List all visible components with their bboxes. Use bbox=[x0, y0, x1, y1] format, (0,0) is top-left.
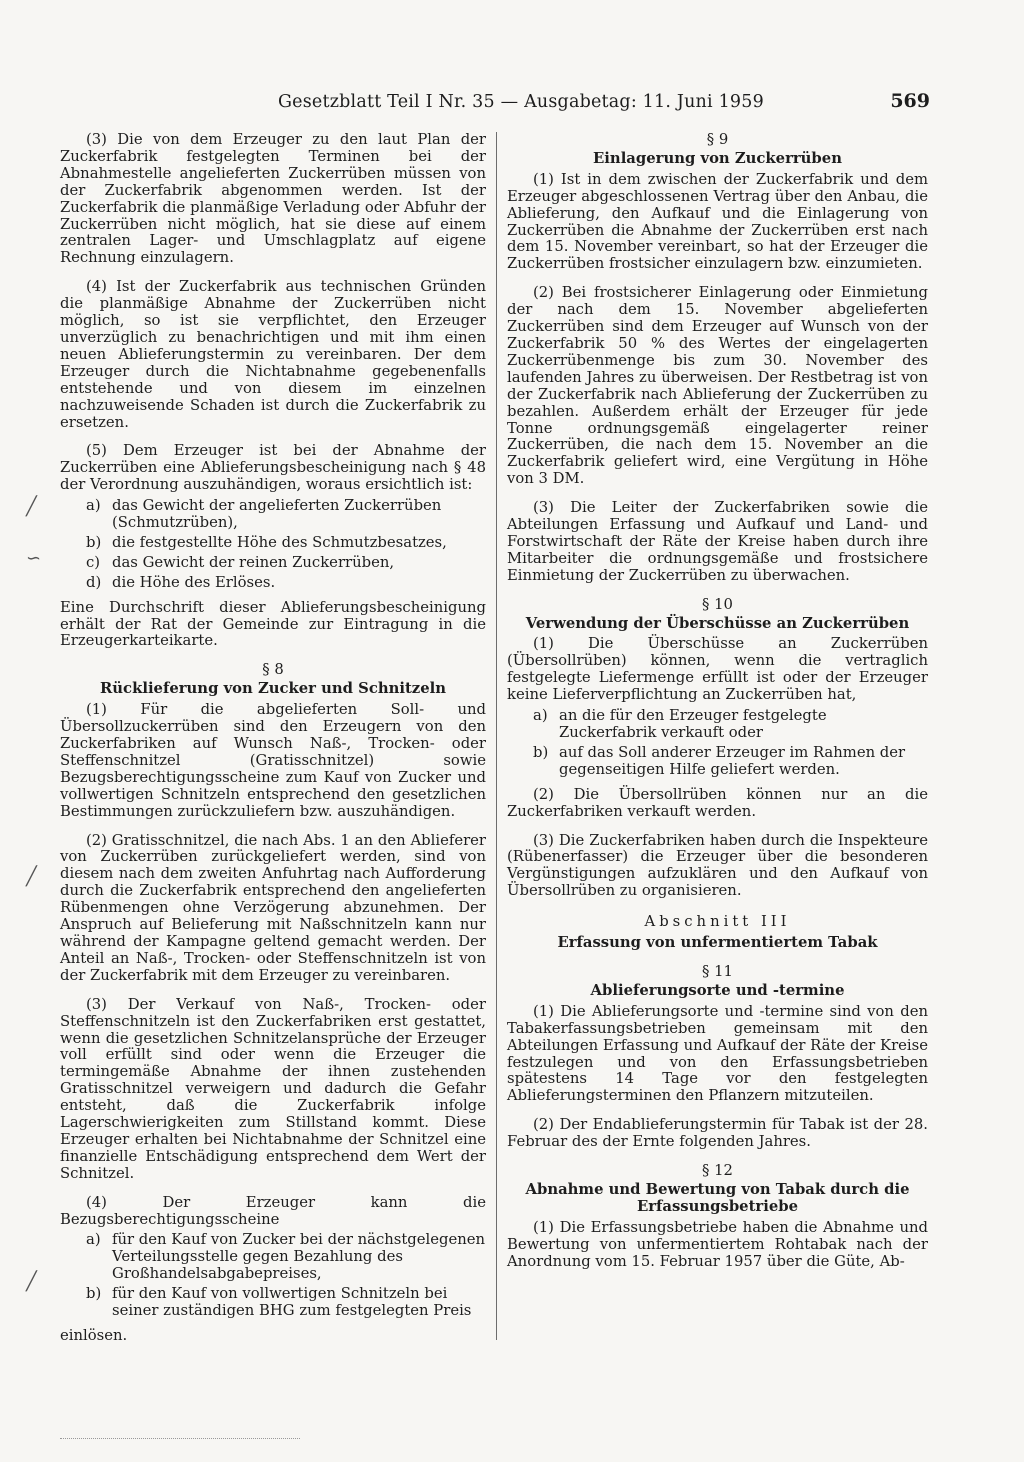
section-number: § 10 bbox=[702, 595, 733, 613]
paragraph: (2) Bei frostsicherer Einlagerung oder Einmietung der nach dem 15. November abgelieferten Zuckerrüben sind dem Erzeuger auf Wunsch von der Zuckerfabrik 50 % des Wertes der eingelagerten Zuckerrübenmenge bis zum 30. November des laufenden Jahres zu überweisen. Der Restbetrag ist von der Zuckerfabrik nach Ablieferung der Zuckerrüben zu bezahlen. Außerdem erhält der Erzeuger für jede Tonne ordnungsgemäß eingelagerter reiner Zuckerrüben, die nach dem 15. November an die Zuckerfabrik geliefert wird, eine Vergütung in Höhe von 3 DM. bbox=[507, 284, 928, 488]
paragraph: (3) Der Verkauf von Naß-, Trocken- oder Steffenschnitzeln ist den Zuckerfabriken erst gestattet, wenn die gesetzlichen Schnitzelansprüche der Erzeuger voll erfüllt sind oder wenn die Erzeuger die termingemäße Abnahme der ihnen zustehenden Gratisschnitzel verweigern und dadurch die Gefahr entsteht, daß die Zuckerfabrik infolge Lagerschwierigkeiten zum Stillstand kommt. Diese Erzeuger erhalten bei Nichtabnahme der Schnitzel eine finanzielle Entschädigung entsprechend dem Wert der Schnitzel. bbox=[60, 995, 486, 1182]
margin-tick-mark: ╱ bbox=[26, 866, 37, 887]
margin-tick-mark: ∽ bbox=[26, 548, 42, 569]
paragraph: (4) Ist der Zuckerfabrik aus technischen Gründen die planmäßige Abnahme der Zuckerrüben nicht möglich, so ist sie verpflichtet, den Erzeuger unverzüglich zu benachrichtigen und mit ihm einen neuen Ablieferungstermin zu vereinbaren. Der dem Erzeuger durch die Nichtabnahme gegebenenfalls entstehende und von diesem im einzelnen nachzuweisende Schaden ist durch die Zuckerfabrik zu ersetzen. bbox=[60, 278, 486, 431]
paragraph: (3) Die von dem Erzeuger zu den laut Plan der Zuckerfabrik festgelegten Terminen bei der Abnahmestelle angelieferten Zuckerrüben müssen von der Zuckerfabrik abgenommen werden. Ist der Zuckerfabrik die planmäßige Verladung oder Abfuhr der Zuckerrüben nicht möglich, hat sie diese auf einem zentralen Lager- und Umschlagplatz auf eigene Rechnung einzulagern. bbox=[60, 131, 486, 267]
paragraph: (3) Die Zuckerfabriken haben durch die Inspekteure (Rübenerfasser) die Erzeuger über die besonderen Vergünstigungen aufzuklären und den Aufkauf von Übersollrüben zu organisieren. bbox=[507, 831, 928, 900]
section-title: Verwendung der Überschüsse an Zuckerrüben bbox=[525, 614, 910, 632]
list-item: a) für den Kauf von Zucker bei der nächstgelegenen Verteilungsstelle gegen Bezahlung des Großhandelsabgabepreises, bbox=[86, 1231, 486, 1283]
paragraph: (5) Dem Erzeuger ist bei der Abnahme der Zuckerrüben eine Ablieferungsbescheinigung nach § 48 der Verordnung auszuhändigen, woraus ersichtlich ist: bbox=[60, 442, 486, 494]
section-number: § 8 bbox=[262, 661, 284, 679]
section-title: Einlagerung von Zuckerrüben bbox=[593, 149, 842, 167]
paragraph: (1) Die Erfassungsbetriebe haben die Abnahme und Bewertung von unfermentiertem Rohtabak nach der Anordnung vom 15. Februar 1957 über die Güte, Ab- bbox=[507, 1218, 928, 1270]
list-item: b) die festgestellte Höhe des Schmutzbesatzes, bbox=[86, 533, 447, 551]
scan-artifact-dots bbox=[60, 1438, 300, 1440]
right-column bbox=[507, 132, 928, 1282]
margin-tick-mark: ╱ bbox=[26, 496, 37, 517]
enumerated-list bbox=[60, 498, 486, 592]
paragraph: einlösen. bbox=[60, 1327, 128, 1344]
list-item: a) das Gewicht der angelieferten Zuckerrüben (Schmutzrüben), bbox=[86, 497, 442, 532]
page-header bbox=[0, 92, 1024, 124]
paragraph: (1) Die Überschüsse an Zuckerrüben (Übersollrüben) können, wenn die vertraglich festgelegte Liefermenge erfüllt ist oder der Erzeuger keine Lieferverpflichtung an Zuckerrüben hat, bbox=[507, 635, 928, 704]
section-title: Rücklieferung von Zucker und Schnitzeln bbox=[100, 680, 446, 698]
part-heading: Abschnitt III bbox=[644, 913, 791, 931]
enumerated-list bbox=[507, 708, 928, 779]
part-title: Erfassung von unfermentiertem Tabak bbox=[557, 934, 878, 952]
paragraph: (4) Der Erzeuger kann die Bezugsberechtigungsscheine bbox=[60, 1193, 486, 1228]
left-column bbox=[60, 132, 486, 1357]
header-title: Gesetzblatt Teil I Nr. 35 — Ausgabetag: 11. Juni 1959 bbox=[278, 92, 764, 112]
section-number: § 9 bbox=[706, 131, 729, 148]
enumerated-list bbox=[60, 1232, 486, 1320]
section-number: § 12 bbox=[702, 1162, 733, 1180]
section-title: Abnahme und Bewertung von Tabak durch die Erfassungsbetriebe bbox=[525, 1180, 910, 1215]
list-item: b) auf das Soll anderer Erzeuger im Rahmen der gegenseitigen Hilfe geliefert werden. bbox=[533, 743, 906, 778]
paragraph: (2) Der Endablieferungstermin für Tabak ist der 28. Februar des der Ernte folgenden Jahres. bbox=[507, 1116, 928, 1151]
page-number: 569 bbox=[890, 90, 930, 112]
paragraph: (2) Die Übersollrüben können nur an die Zuckerfabriken verkauft werden. bbox=[507, 785, 928, 820]
section-number: § 11 bbox=[702, 962, 733, 980]
paragraph: (2) Gratisschnitzel, die nach Abs. 1 an den Ablieferer von Zuckerrüben zurückgeliefert werden, sind von diesem nach dem zweiten Anfuhrtag nach Aufforderung durch die Zuckerfabrik entsprechend den angelieferten Rübenmengen ohne Verzögerung abzunehmen. Der Anspruch auf Belieferung mit Naßschnitzeln kann nur während der Kampagne geltend gemacht werden. Der Anteil an Naß-, Trocken- oder Steffenschnitzeln ist von der Zuckerfabrik mit dem Erzeuger zu vereinbaren. bbox=[60, 831, 486, 984]
paragraph: (3) Die Leiter der Zuckerfabriken sowie die Abteilungen Erfassung und Aufkauf und Land- und Forstwirtschaft der Räte der Kreise haben durch ihre Mitarbeiter die ordnungsgemäße und frostsichere Einmietung der Zuckerrüben zu überwachen. bbox=[507, 499, 928, 584]
column-divider bbox=[496, 132, 497, 1340]
list-item: b) für den Kauf von vollwertigen Schnitzeln bei seiner zuständigen BHG zum festgelegten Preis bbox=[86, 1285, 472, 1320]
list-item: a) an die für den Erzeuger festgelegte Zuckerfabrik verkauft oder bbox=[533, 707, 827, 741]
paragraph: (1) Für die abgelieferten Soll- und Übersollzuckerrüben sind den Erzeugern von den Zuckerfabriken auf Wunsch Naß-, Trocken- oder Steffenschnitzel (Gratisschnitzel) sowie Bezugsberechtigungsscheine zum Kauf von Zucker und vollwertigen Schnitzeln entsprechend den gesetzlichen Bestimmungen zurückzuliefern bzw. auszuhändigen. bbox=[60, 701, 486, 820]
paragraph: (1) Ist in dem zwischen der Zuckerfabrik und dem Erzeuger abgeschlossenen Vertrag über den Anbau, die Ablieferung, den Aufkauf und die Einlagerung von Zuckerrüben die Abnahme der Zuckerrüben erst nach dem 15. November vereinbart, so hat der Erzeuger die Zuckerrüben frostsicher einzulagern bzw. einzumieten. bbox=[507, 170, 928, 273]
paragraph: (1) Die Ablieferungsorte und -termine sind von den Tabakerfassungsbetrieben gemeinsam mit den Abteilungen Erfassung und Aufkauf der Räte der Kreise festzulegen und von den Erfassungsbetrieben spätestens 14 Tage vor den festgelegten Ablieferungsterminen den Pflanzern mitzuteilen. bbox=[507, 1002, 928, 1105]
paragraph: Eine Durchschrift dieser Ablieferungsbescheinigung erhält der Rat der Gemeinde zur Eintragung in die Erzeugerkarteikarte. bbox=[60, 598, 486, 650]
list-item: d) die Höhe des Erlöses. bbox=[86, 573, 276, 591]
list-item: c) das Gewicht der reinen Zuckerrüben, bbox=[86, 553, 395, 571]
margin-tick-mark: ╱ bbox=[26, 1271, 37, 1292]
section-title: Ablieferungsorte und -termine bbox=[590, 981, 845, 999]
